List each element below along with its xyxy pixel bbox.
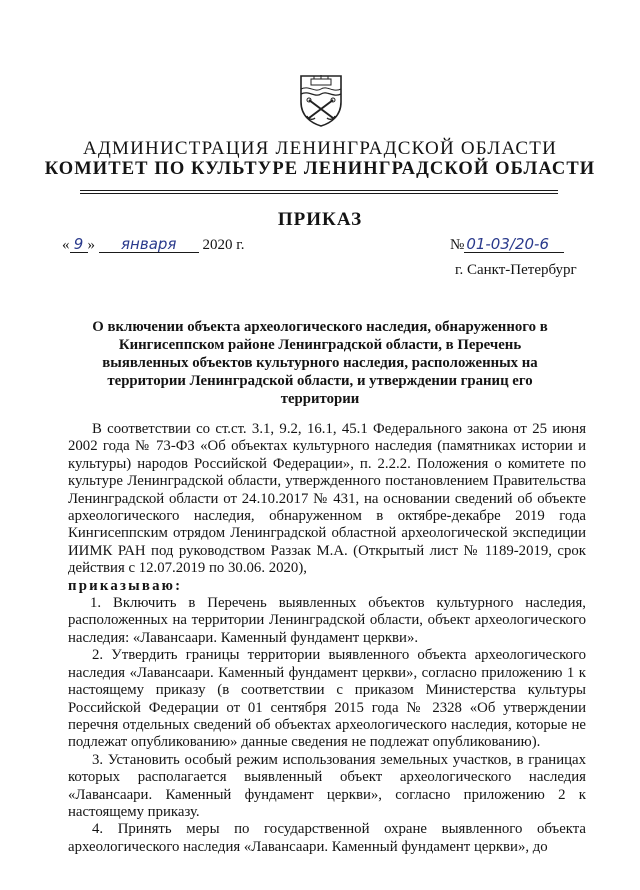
organization-name: АДМИНИСТРАЦИЯ ЛЕНИНГРАДСКОЙ ОБЛАСТИ [82, 138, 558, 159]
city-line: г. Санкт-Петербург [455, 262, 577, 278]
header-divider-second [80, 193, 558, 194]
item-3: 3. Установить особый режим использования земельных участков, в границах которых располагается выявленный объект археологического наследия «Лавансаари. Каменный фундамент церкви», согласно приложению 2 к настоящему приказу. [68, 751, 586, 820]
order-number [450, 236, 564, 254]
document-title: ПРИКАЗ [277, 209, 363, 230]
document-heading: О включении объекта археологического наследия, обнаруженного в Кингисеппском районе Ленинградской области, в Перечень выявленных объектов культурного наследия, расположенных на территории Ленинградской области, и утверждении границ его территории [92, 319, 548, 407]
number-prefix: № [450, 237, 465, 253]
order-date [62, 236, 244, 254]
committee-name: КОМИТЕТ ПО КУЛЬТУРЕ ЛЕНИНГРАДСКОЙ ОБЛАСТИ [44, 159, 596, 179]
order-word: приказываю: [68, 577, 183, 594]
header-divider [80, 190, 558, 191]
item-1: 1. Включить в Перечень выявленных объектов культурного наследия, расположенных на территории Ленинградской области, объект археологического наследия: «Лавансаари. Каменный фундамент церкви». [68, 595, 586, 646]
coat-of-arms-icon [297, 72, 345, 128]
date-open-quote: « [62, 237, 70, 253]
date-year: 2020 г. [202, 237, 245, 253]
item-2: 2. Утвердить границы территории выявленного объекта археологического наследия «Лавансаари. Каменный фундамент церкви», согласно приложению 1 к настоящему приказу (в соответствии с приказом Министерства культуры Российской Федерации от 01 сентября 2015 года № 2328 «Об утверждении перечня отдельных сведений об объектах археологического наследия, которые не подлежат опубликованию» данные сведения не подлежат опубликованию). [68, 647, 586, 751]
preamble-paragraph: В соответствии со ст.ст. 3.1, 9.2, 16.1, 45.1 Федерального закона от 25 июня 2002 года № 73-ФЗ «Об объектах культурного наследия (памятниках истории и культуры) народов Российской Федерации», п. 2.2.2. Положения о комитете по культуре Ленинградской области, утвержденного постановлением Правительства Ленинградской области от 24.10.2017 № 431, на основании сведений об объекте археологического наследия, обнаруженном в октябре-декабре 2019 года Кингисеппским отрядом Ленинградской областной археологической экспедиции ИИМК РАН под руководством Раззак М.А. (Открытый лист № 1189-2019, срок действия с 12.07.2019 по 30.06. 2020), [68, 421, 586, 577]
document-body [68, 421, 586, 856]
order-number-value: 01-03/20-6 [464, 236, 564, 253]
date-month: января [99, 236, 199, 253]
date-close-quote: » [87, 237, 95, 253]
date-day: 9 [70, 236, 88, 253]
item-4: 4. Принять меры по государственной охране выявленного объекта археологического наследия «Лавансаари. Каменный фундамент церкви», до [68, 821, 586, 855]
